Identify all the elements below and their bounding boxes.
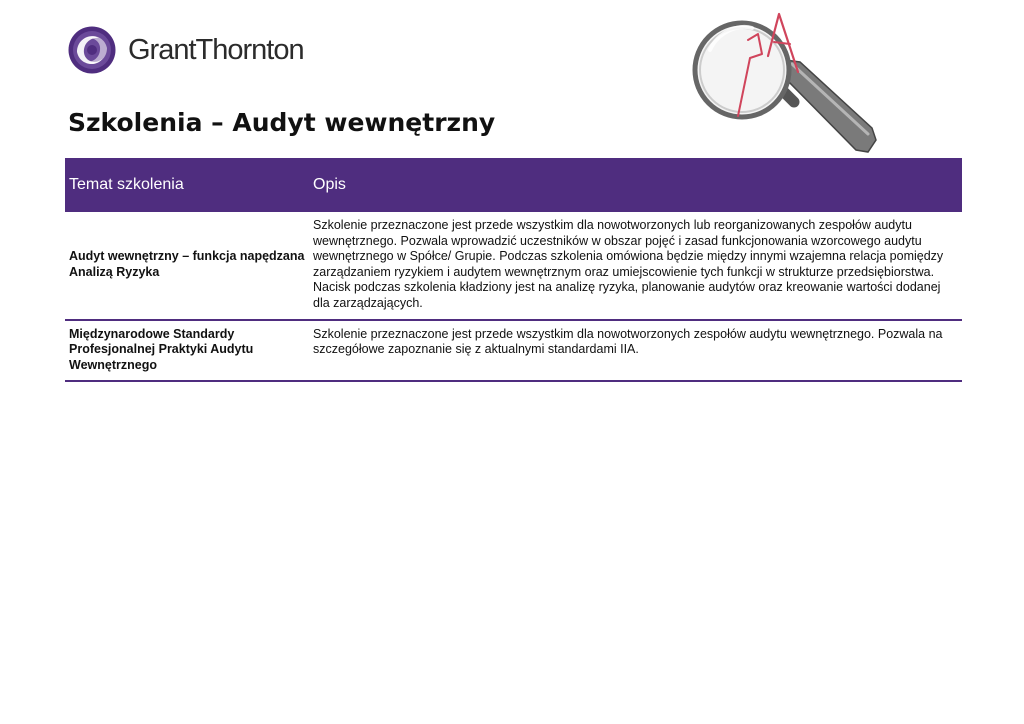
table-row <box>65 320 962 382</box>
magnifying-glass-icon <box>688 4 884 160</box>
page-title: Szkolenia – Audyt wewnętrzny <box>68 108 496 137</box>
training-table <box>65 158 962 382</box>
logo-text: GrantThornton <box>128 33 304 66</box>
training-description: Szkolenie przeznaczone jest przede wszystkim dla nowotworzonych lub reorganizowanych zespołów audytu wewnętrznego. Pozwala wprowadzić uczestników w obszar pojęć i zasad funkcjonowania wzorcowego audytu wewnętrznego w Spółce/ Grupie. Podczas szkolenia omówiona będzie między innymi wzajemna relacja pomiędzy zarządzaniem ryzykiem i audytem wewnętrznym oraz umiejscowienie tych funkcji w strukturze przedsiębiorstwa. Nacisk podczas szkolenia kładziony jest na analizę ryzyka, planowanie audytów oraz kreowanie wartości dodanej dla zarządzających. <box>309 212 962 320</box>
table-row <box>65 212 962 320</box>
training-topic: Audyt wewnętrzny – funkcja napędzana Analizą Ryzyka <box>65 212 309 320</box>
column-header-topic: Temat szkolenia <box>65 158 309 212</box>
training-description: Szkolenie przeznaczone jest przede wszystkim dla nowotworzonych zespołów audytu wewnętrznego. Pozwala na szczegółowe zapoznanie się z aktualnymi standardami IIA. <box>309 320 962 382</box>
grant-thornton-swirl-icon <box>68 26 116 74</box>
grant-thornton-logo <box>68 24 304 76</box>
table-header-row <box>65 158 962 212</box>
column-header-description: Opis <box>309 158 962 212</box>
training-topic: Międzynarodowe Standardy Profesjonalnej Praktyki Audytu Wewnętrznego <box>65 320 309 382</box>
